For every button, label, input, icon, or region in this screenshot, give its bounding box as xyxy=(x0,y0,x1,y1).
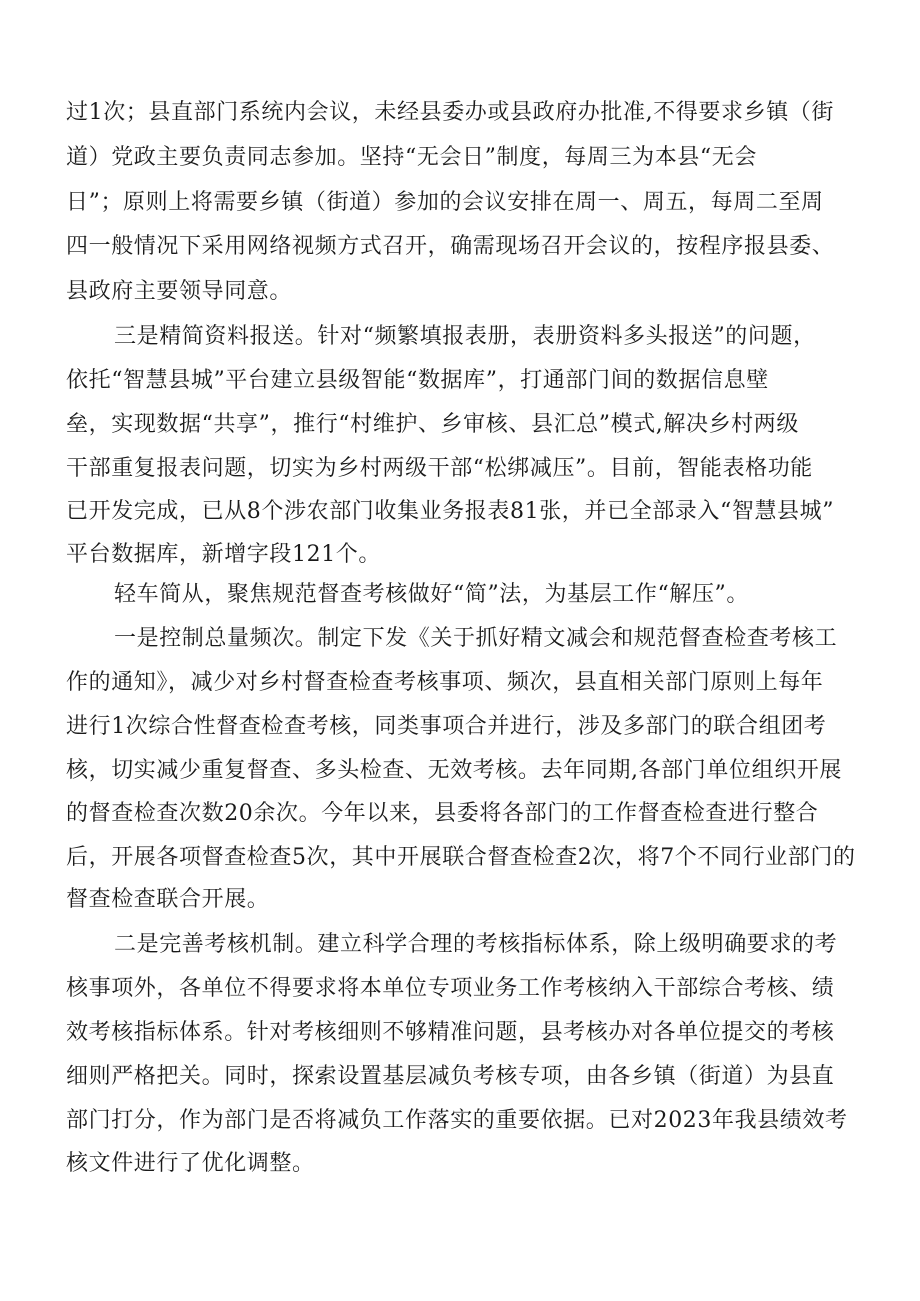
text-line: 依托“智慧县城”平台建立县级智能“数据库”，打通部门间的数据信息壁 xyxy=(66,368,769,393)
text-line: 过1次；县直部门系统内会议，未经县委办或县政府办批准,不得要求乡镇（街 xyxy=(66,100,834,125)
text-line: 细则严格把关。同时，探索设置基层减负考核专项，由各乡镇（街道）为县直 xyxy=(66,1064,835,1089)
paragraph-first-line: 二是完善考核机制。建立科学合理的考核指标体系，除上级明确要求的考 xyxy=(114,932,838,957)
text-line: 核，切实减少重复督查、多头检查、无效考核。去年同期,各部门单位组织开展 xyxy=(66,758,842,783)
text-line: 核事项外，各单位不得要求将本单位专项业务工作考核纳入干部综合考核、绩 xyxy=(66,976,835,1001)
text-line: 已开发完成，已从8个涉农部门收集业务报表81张，并已全部录入“智慧县城” xyxy=(66,499,835,524)
text-line: 后，开展各项督查检查5次，其中开展联合督查检查2次，将7个不同行业部门的 xyxy=(66,845,856,870)
text-line: 核文件进行了优化调整。 xyxy=(66,1151,315,1176)
paragraph-first-line: 三是精简资料报送。针对“频繁填报表册，表册资料多头报送”的问题， xyxy=(114,324,816,349)
text-line: 道）党政主要负责同志参加。坚持“无会日”制度，每周三为本县“无会 xyxy=(66,145,757,170)
text-line: 效考核指标体系。针对考核细则不够精准问题，县考核办对各单位提交的考核 xyxy=(66,1020,835,1045)
text-line: 县政府主要领导同意。 xyxy=(66,279,293,304)
text-line: 部门打分，作为部门是否将减负工作落实的重要依据。已对2023年我县绩效考 xyxy=(66,1108,848,1133)
text-line: 干部重复报表问题，切实为乡村两级干部“松绑减压”。目前，智能表格功能 xyxy=(66,456,813,481)
text-line: 督查检查联合开展。 xyxy=(66,887,270,912)
text-line: 作的通知》，减少对乡村督查检查考核事项、频次，县直相关部门原则上每年 xyxy=(66,670,824,695)
text-line: 进行1次综合性督查检查考核，同类事项合并进行，涉及多部门的联合组团考 xyxy=(66,714,827,739)
text-line: 的督查检查次数20余次。今年以来，县委将各部门的工作督查检查进行整合 xyxy=(66,801,819,826)
text-line: 日”；原则上将需要乡镇（街道）参加的会议安排在周一、周五，每周二至周 xyxy=(66,190,824,215)
text-line: 四一般情况下采用网络视频方式召开，确需现场召开会议的，按程序报县委、 xyxy=(66,234,835,259)
text-line: 平台数据库，新增字段121个。 xyxy=(66,542,381,567)
paragraph-first-line: 一是控制总量频次。制定下发《关于抓好精文减会和规范督查检查考核工 xyxy=(114,626,838,651)
section-heading-line: 轻车简从，聚焦规范督查考核做好“简”法，为基层工作“解压”。 xyxy=(114,582,749,607)
text-line: 垒，实现数据“共享”，推行“村维护、乡审核、县汇总”模式,解决乡村两级 xyxy=(66,412,799,437)
